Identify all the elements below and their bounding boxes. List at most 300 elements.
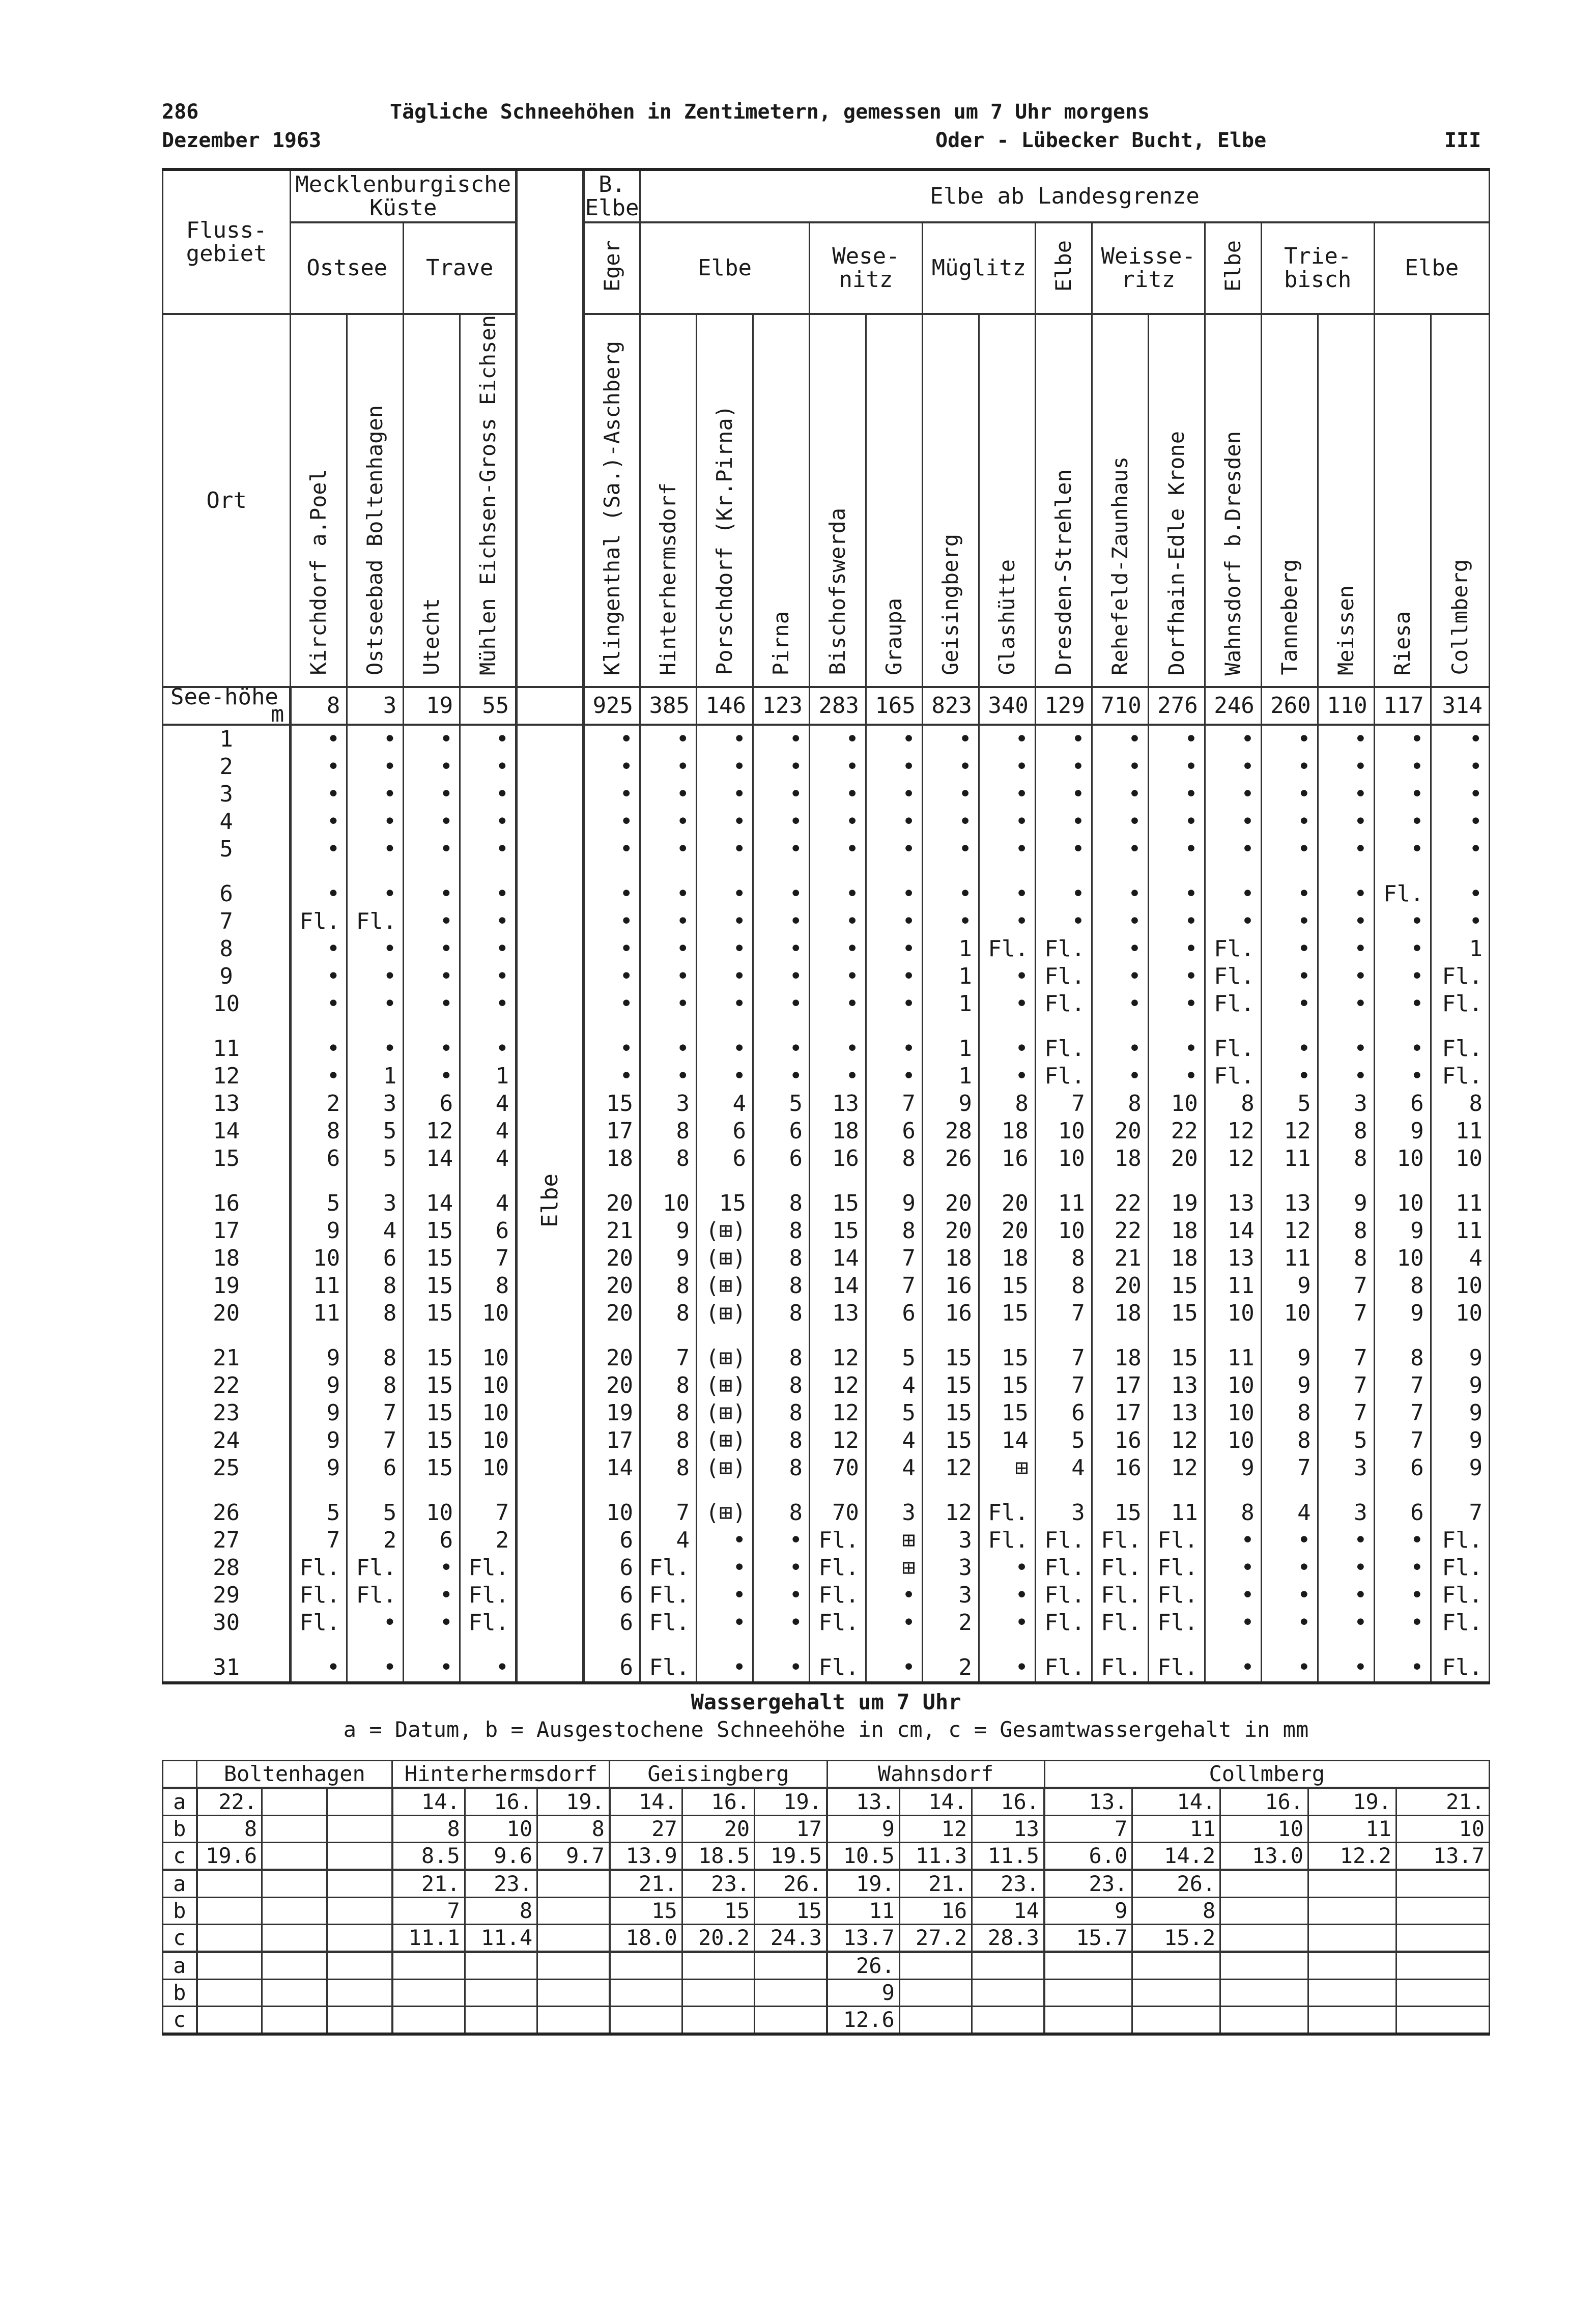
snow-depth-cell: •	[460, 753, 517, 781]
snow-depth-cell: •	[1261, 836, 1318, 863]
snow-depth-cell: 16	[1092, 1454, 1148, 1482]
station-height: 385	[640, 687, 697, 725]
wg-cell: 21.	[392, 1870, 465, 1898]
snow-depth-cell: Fl.	[1035, 1582, 1092, 1609]
day-row	[163, 1035, 1490, 1063]
snow-depth-cell: •	[584, 1035, 640, 1063]
snow-depth-cell: 7	[347, 1427, 404, 1454]
day-number: 27	[163, 1527, 291, 1554]
snow-depth-cell: 17	[584, 1427, 640, 1454]
day-row	[163, 1145, 1490, 1172]
snow-depth-cell: •	[1148, 808, 1205, 836]
snow-depth-cell: •	[640, 908, 697, 935]
snow-depth-cell: 6	[347, 1454, 404, 1482]
snow-depth-cell: •	[866, 1035, 922, 1063]
station-height: 19	[404, 687, 460, 725]
snow-depth-cell: •	[809, 836, 866, 863]
snow-depth-cell: •	[753, 990, 809, 1018]
wg-cell: 23.	[1044, 1870, 1132, 1898]
snow-depth-cell: •	[809, 808, 866, 836]
day-number: 21	[163, 1344, 291, 1372]
snow-depth-cell: •	[1092, 1035, 1148, 1063]
day-row	[163, 1399, 1490, 1427]
snow-depth-cell: •	[584, 990, 640, 1018]
snow-depth-cell: (⊞)	[697, 1344, 753, 1372]
day-row	[163, 990, 1490, 1018]
snow-depth-cell: 6	[584, 1554, 640, 1582]
station-height: 260	[1261, 687, 1318, 725]
snow-depth-cell: •	[866, 808, 922, 836]
snow-depth-cell: •	[1374, 908, 1431, 935]
snow-depth-cell: 9	[1374, 1118, 1431, 1145]
wg-cell	[262, 1788, 327, 1816]
snow-depth-cell: 5	[347, 1118, 404, 1145]
wassergehalt-table	[162, 1760, 1490, 2036]
day-row	[163, 1582, 1490, 1609]
snow-depth-cell: 9	[1261, 1372, 1318, 1399]
snow-depth-cell: •	[1374, 1654, 1431, 1683]
wg-cell: 10	[1396, 1816, 1489, 1843]
snow-depth-cell: 7	[1035, 1090, 1092, 1118]
snow-depth-cell: •	[347, 725, 404, 753]
river-header-elbe-3: Elbe	[1205, 222, 1261, 314]
snow-depth-cell: •	[347, 935, 404, 963]
snow-depth-cell: 8	[640, 1454, 697, 1482]
snow-depth-cell: 21	[1092, 1245, 1148, 1272]
station-header: Klingenthal (Sa.)-Aschberg	[584, 314, 640, 687]
snow-depth-cell: 7	[866, 1090, 922, 1118]
day-row	[163, 1090, 1490, 1118]
snow-depth-cell: •	[347, 781, 404, 808]
snow-depth-cell: 1	[922, 935, 979, 963]
snow-depth-cell: 20	[979, 1190, 1035, 1217]
snow-depth-cell: 7	[1318, 1300, 1374, 1327]
snow-depth-cell: •	[1148, 963, 1205, 990]
seehoehe-unit: m	[270, 701, 284, 728]
snow-depth-cell: 20	[979, 1217, 1035, 1245]
wg-cell: 24.3	[755, 1925, 827, 1952]
snow-depth-cell: •	[753, 808, 809, 836]
snow-depth-cell: Fl.	[1148, 1609, 1205, 1637]
snow-depth-cell: •	[640, 753, 697, 781]
snow-depth-cell: •	[1205, 1527, 1261, 1554]
snow-depth-cell: •	[640, 781, 697, 808]
snow-depth-cell: 9	[640, 1245, 697, 1272]
section-label: III	[1444, 129, 1481, 152]
snow-depth-cell: •	[460, 808, 517, 836]
snow-depth-cell: Fl.	[1431, 1554, 1489, 1582]
snow-depth-cell: (⊞)	[697, 1217, 753, 1245]
snow-depth-cell: •	[291, 1035, 347, 1063]
snow-depth-cell: 7	[866, 1272, 922, 1300]
wg-cell: 9	[1044, 1898, 1132, 1925]
day-row	[163, 880, 1490, 908]
snow-depth-cell: Fl.	[291, 1609, 347, 1637]
day-row	[163, 1300, 1490, 1327]
snow-depth-cell: •	[753, 1654, 809, 1683]
day-row	[163, 1372, 1490, 1399]
snow-depth-cell: •	[866, 1654, 922, 1683]
snow-depth-cell: •	[1148, 836, 1205, 863]
snow-depth-cell: 15	[404, 1272, 460, 1300]
snow-depth-cell: •	[1374, 1609, 1431, 1637]
snow-depth-cell: 7	[1374, 1427, 1431, 1454]
snow-depth-cell: •	[922, 808, 979, 836]
snow-depth-cell: 10	[1035, 1118, 1092, 1145]
snow-depth-cell: 9	[291, 1217, 347, 1245]
snow-depth-cell: 8	[640, 1272, 697, 1300]
snow-depth-cell: 8	[347, 1300, 404, 1327]
snow-depth-cell: 15	[404, 1300, 460, 1327]
wg-cell	[1396, 1898, 1489, 1925]
snow-depth-cell: •	[640, 880, 697, 908]
snow-depth-cell: 8	[753, 1245, 809, 1272]
snow-depth-cell: •	[809, 963, 866, 990]
snow-depth-cell: 12	[1148, 1427, 1205, 1454]
wg-cell: 11	[827, 1898, 899, 1925]
snow-depth-cell: 8	[1261, 1399, 1318, 1427]
snow-depth-cell: 15	[1092, 1499, 1148, 1527]
wg-cell: 8	[197, 1816, 262, 1843]
snow-depth-cell: •	[584, 880, 640, 908]
snow-depth-cell: Fl.	[1374, 880, 1431, 908]
snow-depth-cell: •	[753, 1527, 809, 1554]
snow-depth-cell: 22	[1092, 1217, 1148, 1245]
snow-depth-cell: 10	[460, 1300, 517, 1327]
wg-cell	[899, 1952, 972, 1980]
snow-depth-cell: •	[866, 963, 922, 990]
wg-cell	[682, 1952, 754, 1980]
day-row	[163, 935, 1490, 963]
snow-depth-cell: •	[1318, 725, 1374, 753]
snow-depth-cell: •	[291, 808, 347, 836]
snow-depth-cell: •	[1148, 1063, 1205, 1090]
wg-cell: 28.3	[972, 1925, 1044, 1952]
station-height: 283	[809, 687, 866, 725]
snow-depth-cell: •	[1318, 836, 1374, 863]
wg-cell: 9.6	[465, 1843, 537, 1870]
snow-depth-cell: 10	[584, 1499, 640, 1527]
snow-depth-cell: Fl.	[1431, 1654, 1489, 1683]
snow-depth-cell: •	[1035, 836, 1092, 863]
snow-depth-cell: 4	[640, 1527, 697, 1554]
wg-cell: 27	[610, 1816, 682, 1843]
snow-depth-cell: 3	[922, 1582, 979, 1609]
snow-depth-cell: •	[1374, 781, 1431, 808]
snow-depth-cell: 10	[1205, 1399, 1261, 1427]
snow-depth-cell: 13	[1205, 1190, 1261, 1217]
seehoehe-text: See-höhe	[170, 684, 278, 710]
snow-depth-cell: Fl.	[1205, 1063, 1261, 1090]
snow-depth-cell: Fl.	[640, 1554, 697, 1582]
wg-cell	[1220, 1925, 1308, 1952]
station-header: Mühlen Eichsen-Gross Eichsen	[460, 314, 517, 687]
ostsee-header: Ostsee	[291, 222, 404, 314]
station-header: Collmberg	[1431, 314, 1489, 687]
snow-depth-cell: 6	[1374, 1454, 1431, 1482]
wg-cell	[197, 1898, 262, 1925]
snow-depth-cell: 1	[460, 1063, 517, 1090]
day-number: 14	[163, 1118, 291, 1145]
snow-depth-cell: Fl.	[347, 1554, 404, 1582]
wg-cell	[610, 1980, 682, 2007]
snow-depth-cell: 6	[584, 1609, 640, 1637]
wg-row-label: a	[163, 1870, 197, 1898]
snow-depth-cell: 4	[1261, 1499, 1318, 1527]
snow-depth-cell: 8	[1035, 1245, 1092, 1272]
snow-depth-cell: •	[922, 781, 979, 808]
wg-cell	[465, 2007, 537, 2035]
snow-depth-cell: 2	[460, 1527, 517, 1554]
snow-depth-cell: •	[460, 880, 517, 908]
snow-depth-cell: 20	[584, 1245, 640, 1272]
snow-depth-cell: 5	[291, 1190, 347, 1217]
snow-depth-cell: •	[404, 836, 460, 863]
snow-depth-cell: •	[1092, 963, 1148, 990]
snow-depth-cell: •	[404, 808, 460, 836]
snow-depth-cell: •	[1092, 836, 1148, 863]
day-number: 13	[163, 1090, 291, 1118]
snow-depth-cell: •	[460, 781, 517, 808]
elbe-gap-column	[517, 725, 584, 1683]
snow-depth-cell: 16	[922, 1300, 979, 1327]
snow-depth-cell: 2	[922, 1609, 979, 1637]
snow-depth-cell: 12	[809, 1399, 866, 1427]
snow-depth-cell: •	[1092, 808, 1148, 836]
snow-depth-cell: •	[404, 1654, 460, 1683]
wg-cell	[682, 2007, 754, 2035]
snow-depth-cell: 11	[1431, 1190, 1489, 1217]
snow-depth-cell: •	[753, 836, 809, 863]
snow-depth-cell: 8	[640, 1427, 697, 1454]
station-height: 340	[979, 687, 1035, 725]
wg-cell: 11.4	[465, 1925, 537, 1952]
snow-depth-cell: 3	[640, 1090, 697, 1118]
snow-depth-cell: 18	[922, 1245, 979, 1272]
snow-depth-cell: •	[866, 836, 922, 863]
snow-depth-cell: 1	[922, 1063, 979, 1090]
snow-depth-cell: •	[979, 880, 1035, 908]
snow-depth-cell: Fl.	[291, 1582, 347, 1609]
wg-cell	[972, 1952, 1044, 1980]
snow-depth-cell: 9	[1431, 1372, 1489, 1399]
snow-depth-cell: 15	[1148, 1272, 1205, 1300]
snow-depth-cell: •	[1318, 990, 1374, 1018]
snow-depth-cell: 8	[1318, 1217, 1374, 1245]
wg-cell: 19.6	[197, 1843, 262, 1870]
snow-depth-cell: •	[1374, 753, 1431, 781]
snow-depth-cell: 20	[584, 1190, 640, 1217]
snow-depth-cell: 9	[1205, 1454, 1261, 1482]
wg-cell: 13.	[827, 1788, 899, 1816]
station-height: 3	[347, 687, 404, 725]
snow-depth-cell: •	[404, 935, 460, 963]
snow-depth-cell: •	[347, 1654, 404, 1683]
day-number: 31	[163, 1654, 291, 1683]
snow-depth-cell: 10	[1431, 1300, 1489, 1327]
snow-depth-cell: •	[347, 753, 404, 781]
snow-depth-cell: •	[1374, 1527, 1431, 1554]
snow-depth-cell: 12	[809, 1427, 866, 1454]
snow-depth-cell: •	[809, 935, 866, 963]
station-height: 823	[922, 687, 979, 725]
day-number: 1	[163, 725, 291, 753]
wg-cell: 16.	[972, 1788, 1044, 1816]
snow-depth-cell: •	[1374, 725, 1431, 753]
snow-depth-cell: Fl.	[1148, 1654, 1205, 1683]
wg-cell	[1044, 1952, 1132, 1980]
snow-depth-cell: •	[1261, 781, 1318, 808]
wg-row	[163, 1898, 1490, 1925]
snow-depth-cell: 22	[1148, 1118, 1205, 1145]
wg-station-collmberg: Collmberg	[1044, 1761, 1489, 1788]
snow-depth-cell: Fl.	[809, 1654, 866, 1683]
snow-depth-cell: •	[866, 753, 922, 781]
wg-cell: 9	[827, 1980, 899, 2007]
snow-depth-cell: 11	[1205, 1272, 1261, 1300]
snow-depth-cell: 6	[866, 1118, 922, 1145]
snow-depth-cell: Fl.	[1092, 1582, 1148, 1609]
snow-depth-cell: •	[979, 908, 1035, 935]
snow-depth-cell: •	[697, 908, 753, 935]
snow-depth-cell: •	[460, 836, 517, 863]
wg-cell	[1396, 1952, 1489, 1980]
wg-row	[163, 1980, 1490, 2007]
snow-depth-cell: •	[979, 781, 1035, 808]
wg-cell	[1044, 2007, 1132, 2035]
snow-depth-cell: •	[1205, 880, 1261, 908]
snow-depth-cell: Fl.	[291, 908, 347, 935]
snow-depth-cell: 11	[1035, 1190, 1092, 1217]
wg-station-boltenhagen: Boltenhagen	[197, 1761, 392, 1788]
snow-depth-cell: Fl.	[640, 1609, 697, 1637]
day-number: 20	[163, 1300, 291, 1327]
snow-depth-cell: 20	[584, 1372, 640, 1399]
snow-depth-cell: •	[460, 990, 517, 1018]
snow-depth-cell: 8	[1318, 1245, 1374, 1272]
wg-cell	[537, 1925, 610, 1952]
wg-cell: 13.7	[1396, 1843, 1489, 1870]
snow-depth-cell: 20	[922, 1190, 979, 1217]
snow-depth-cell: (⊞)	[697, 1372, 753, 1399]
wassergehalt-legend: a = Datum, b = Ausgestochene Schneehöhe in cm, c = Gesamtwassergehalt in mm	[343, 1717, 1309, 1742]
snow-depth-cell: •	[1318, 1063, 1374, 1090]
station-header: Hinterhermsdorf	[640, 314, 697, 687]
snow-depth-cell: Fl.	[1148, 1554, 1205, 1582]
snow-depth-cell: •	[347, 836, 404, 863]
snow-depth-cell: 70	[809, 1499, 866, 1527]
snow-depth-cell: •	[809, 725, 866, 753]
elbe-ab-landesgrenze-header: Elbe ab Landesgrenze	[640, 169, 1490, 222]
snow-depth-cell: 2	[291, 1090, 347, 1118]
snow-depth-cell: 8	[347, 1344, 404, 1372]
wg-cell	[1044, 1980, 1132, 2007]
snow-depth-cell: •	[1092, 935, 1148, 963]
wg-cell	[1308, 1870, 1396, 1898]
snow-depth-cell: 10	[460, 1372, 517, 1399]
snow-depth-cell: •	[809, 908, 866, 935]
day-row	[163, 1063, 1490, 1090]
wg-cell	[1132, 1952, 1220, 1980]
snow-depth-cell: 2	[347, 1527, 404, 1554]
day-number: 6	[163, 880, 291, 908]
wg-cell	[1396, 1925, 1489, 1952]
snow-depth-cell: 13	[1148, 1372, 1205, 1399]
snow-depth-cell: •	[697, 836, 753, 863]
snow-depth-cell: 13	[1205, 1245, 1261, 1272]
wg-cell: 17	[755, 1816, 827, 1843]
snow-depth-cell: 7	[1035, 1300, 1092, 1327]
wg-row	[163, 2007, 1490, 2035]
wg-cell	[1132, 2007, 1220, 2035]
snow-depth-cell: •	[979, 1554, 1035, 1582]
snow-depth-cell: 1	[922, 990, 979, 1018]
snow-depth-cell: 5	[1261, 1090, 1318, 1118]
snow-depth-cell: 15	[404, 1372, 460, 1399]
snow-depth-cell: •	[979, 836, 1035, 863]
wg-cell	[197, 1870, 262, 1898]
snow-depth-cell: 8	[753, 1372, 809, 1399]
snow-depth-cell: •	[1374, 963, 1431, 990]
station-height: 129	[1035, 687, 1092, 725]
snow-depth-cell: 7	[1318, 1399, 1374, 1427]
snow-depth-cell: 7	[347, 1399, 404, 1427]
day-number: 16	[163, 1190, 291, 1217]
snow-depth-cell: 15	[404, 1454, 460, 1482]
snow-depth-cell: 8	[1374, 1344, 1431, 1372]
snow-depth-cell: •	[1318, 935, 1374, 963]
snow-depth-cell: Fl.	[291, 1554, 347, 1582]
wg-cell: 10.5	[827, 1843, 899, 1870]
station-height: 276	[1148, 687, 1205, 725]
snow-depth-cell: 14	[404, 1145, 460, 1172]
snow-depth-cell: •	[640, 1063, 697, 1090]
snow-depth-cell: 8	[1035, 1272, 1092, 1300]
snow-depth-cell: •	[753, 880, 809, 908]
snow-depth-cell: •	[404, 1609, 460, 1637]
station-header: Glashütte	[979, 314, 1035, 687]
snow-depth-cell: •	[1148, 781, 1205, 808]
snow-depth-cell: 8	[753, 1454, 809, 1482]
snow-depth-cell: 12	[809, 1344, 866, 1372]
day-number: 12	[163, 1063, 291, 1090]
snow-depth-cell: •	[1261, 1554, 1318, 1582]
wg-cell: 11.3	[899, 1843, 972, 1870]
wg-cell	[197, 2007, 262, 2035]
snow-depth-cell: •	[1431, 808, 1489, 836]
snow-depth-cell: •	[584, 963, 640, 990]
snow-depth-cell: 10	[1148, 1090, 1205, 1118]
snow-depth-cell: Fl.	[1431, 1609, 1489, 1637]
snow-depth-cell: •	[404, 908, 460, 935]
snow-depth-cell: 17	[1092, 1372, 1148, 1399]
snow-depth-cell: •	[866, 880, 922, 908]
snow-depth-cell: 8	[1431, 1090, 1489, 1118]
snow-depth-cell: 11	[1205, 1344, 1261, 1372]
station-height: 146	[697, 687, 753, 725]
snow-depth-cell: •	[1318, 1554, 1374, 1582]
station-header: Dresden-Strehlen	[1035, 314, 1092, 687]
snow-depth-cell: 8	[1205, 1090, 1261, 1118]
wg-cell: 6.0	[1044, 1843, 1132, 1870]
snow-depth-cell: 15	[404, 1217, 460, 1245]
day-number: 19	[163, 1272, 291, 1300]
snow-depth-cell: Fl.	[809, 1582, 866, 1609]
wg-cell	[1308, 1925, 1396, 1952]
river-header-elbe-1: Elbe	[640, 222, 810, 314]
wg-cell: 23.	[972, 1870, 1044, 1898]
snow-depth-cell: ⊞	[866, 1554, 922, 1582]
